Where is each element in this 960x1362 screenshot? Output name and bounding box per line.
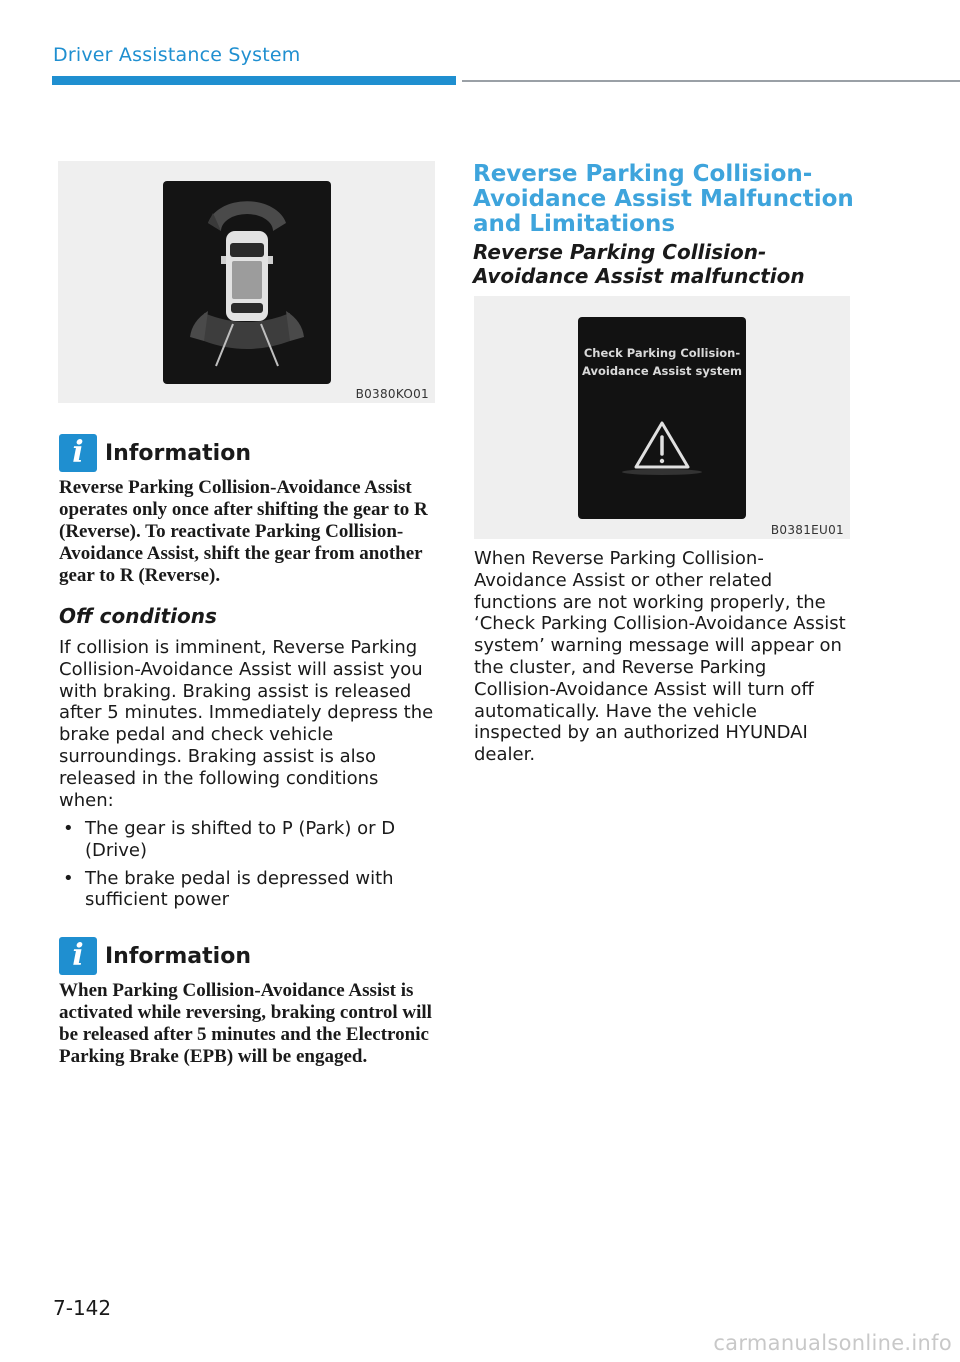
information-label: Information [105, 440, 251, 466]
info-icon: i [59, 937, 97, 975]
screen-glow [622, 469, 702, 475]
information-text: Reverse Parking Collision-Avoidance Assist operates only once after shifting the gear to R (Reverse). To reactivate Parking Collision-Avoidance Assist, shift the gear from another gear to R (Reverse). [59, 477, 428, 586]
warning-message-line: Check Parking Collision- [583, 346, 741, 360]
watermark: carmanualsonline.info [713, 1331, 952, 1355]
warning-message-line: Avoidance Assist system [582, 364, 742, 378]
section-subtitle: Reverse Parking Collision-Avoidance Assist malfunction [473, 240, 805, 288]
info-icon: i [59, 434, 97, 472]
section-title: Reverse Parking Collision-Avoidance Assist Malfunction and Limitations [473, 161, 854, 237]
figure-cluster-warning [474, 296, 850, 539]
header-accent-bar [52, 76, 456, 85]
malfunction-text: When Reverse Parking Collision-Avoidance Assist or other related functions are not working properly, the ‘Check Parking Collision-Avoidance Assist system’ warning message will appear on the cluster, and Reverse Parking Collision-Avoidance Assist will turn off automatically. Have the vehicle inspected by an authorized HYUNDAI dealer. [474, 548, 846, 766]
information-text: When Parking Collision-Avoidance Assist is activated while reversing, braking control will be released after 5 minutes and the Electronic Parking Brake (EPB) will be engaged. [59, 980, 432, 1067]
off-conditions-list [59, 818, 429, 917]
page-number: 7-142 [53, 1296, 112, 1320]
off-conditions-heading: Off conditions [59, 604, 217, 628]
list-item: • The brake pedal is depressed with sufficient power [59, 868, 429, 912]
list-item: • The gear is shifted to P (Park) or D (Drive) [59, 818, 429, 862]
information-heading [59, 937, 251, 975]
running-header: Driver Assistance System [53, 44, 301, 66]
off-conditions-text: If collision is imminent, Reverse Parking Collision-Avoidance Assist will assist you with braking. Braking assist is released after 5 minutes. Immediately depress the brake pedal and check vehicle surroundings. Braking assist is also released in the following conditions when: [59, 637, 434, 811]
figure-caption: B0380KO01 [355, 387, 429, 401]
warning-triangle-icon [632, 419, 692, 471]
header-rule [462, 80, 960, 82]
parking-sensor-illustration [58, 161, 435, 403]
cluster-screen [578, 317, 746, 519]
information-heading [59, 434, 251, 472]
figure-parking-display [58, 161, 435, 403]
information-label: Information [105, 943, 251, 969]
figure-caption: B0381EU01 [770, 523, 844, 537]
